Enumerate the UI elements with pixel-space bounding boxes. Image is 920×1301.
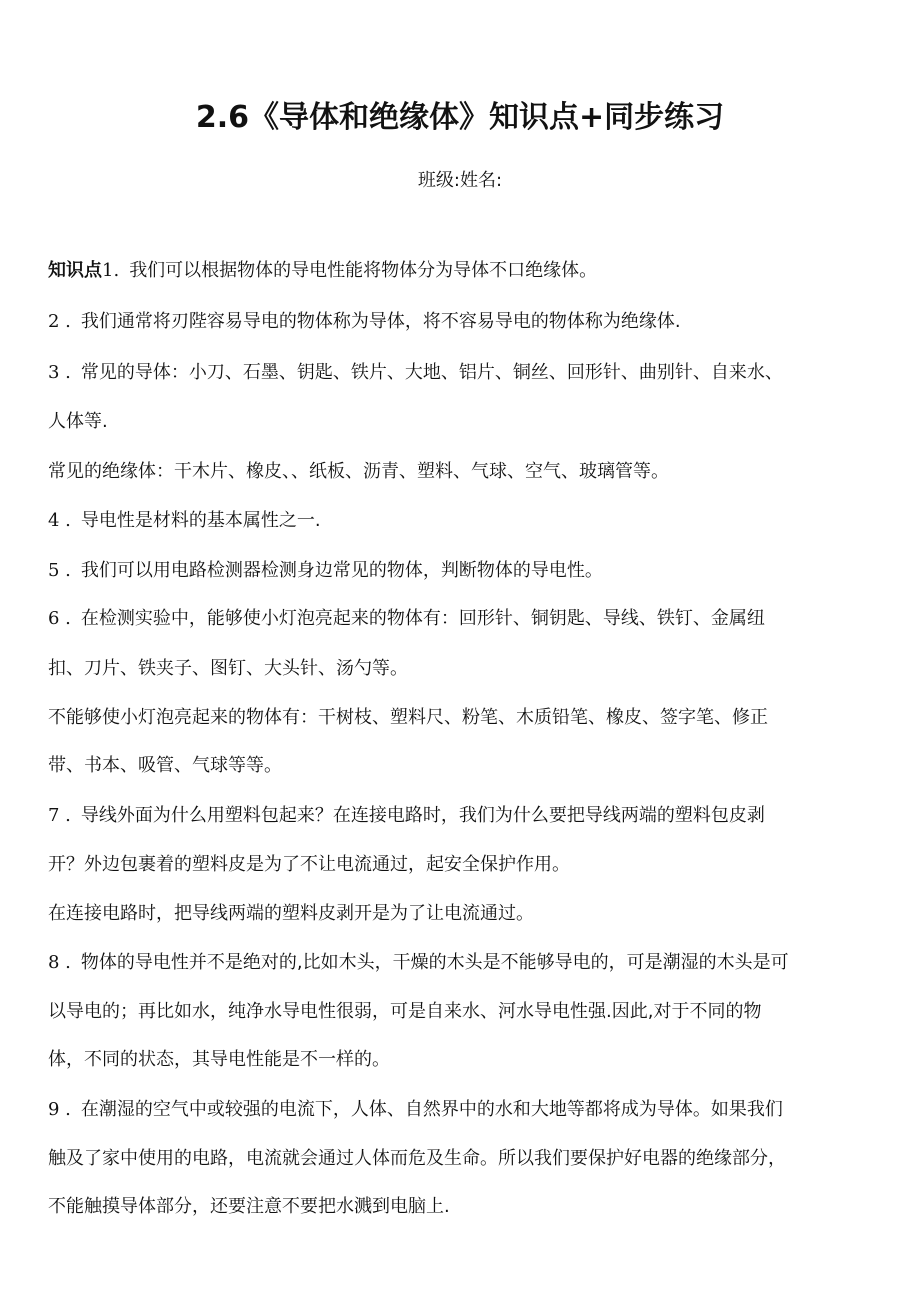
knowledge-line-16 (48, 999, 878, 1025)
item-text: 我们可以根据物体的导电性能将物体分为导体不口绝缘体。 (129, 260, 598, 281)
knowledge-line-19 (48, 1146, 878, 1172)
item-text: 不能触摸导体部分，还要注意不要把水溅到电脑上. (48, 1196, 450, 1217)
page-title: 2.6《导体和绝缘体》知识点+同步练习 (195, 100, 725, 135)
item-text: 不能够使小灯泡亮起来的物体有：干树枝、塑料尺、粉笔、木质铅笔、橡皮、签字笔、修正 (48, 707, 768, 728)
item-number: 2 . (48, 311, 71, 332)
knowledge-line-11 (48, 753, 878, 779)
knowledge-line-13 (48, 852, 878, 878)
item-text: 导线外面为什么用塑料包起来？在连接电路时，我们为什么要把导线两端的塑料包皮剥 (80, 805, 765, 826)
item-text: 在连接电路时，把导线两端的塑料皮剥开是为了让电流通过。 (48, 903, 534, 924)
item-text: 我们通常将刃陛容易导电的物体称为导体，将不容易导电的物体称为绝缘体. (80, 311, 681, 332)
item-number: 5 . (48, 560, 71, 581)
item-text: 以导电的；再比如水，纯净水导电性很弱，可是自来水、河水导电性强.因此,对于不同的物 (48, 1001, 762, 1022)
knowledge-line-7 (48, 558, 878, 584)
item-text: 我们可以用电路检测器检测身边常见的物体，判断物体的导电性。 (80, 560, 603, 581)
knowledge-line-1 (48, 258, 878, 284)
knowledge-line-6 (48, 508, 878, 534)
item-text: 在潮湿的空气中或较强的电流下，人体、自然界中的水和大地等都将成为导体。如果我们 (80, 1099, 783, 1120)
item-text: 物体的导电性并不是绝对的,比如木头，干燥的木头是不能够导电的，可是潮湿的木头是可 (80, 952, 789, 973)
item-text: 在检测实验中，能够使小灯泡亮起来的物体有：回形针、铜钥匙、导线、铁钉、金属纽 (80, 608, 765, 629)
item-number: 9 . (48, 1099, 71, 1120)
item-number: 8 . (48, 952, 71, 973)
item-number: 6 . (48, 608, 71, 629)
knowledge-line-8 (48, 606, 878, 632)
knowledge-heading: 知识点 (48, 260, 102, 281)
item-text: 常见的导体：小刀、石墨、钥匙、铁片、大地、铝片、铜丝、回形针、曲别针、自来水、 (80, 362, 783, 383)
knowledge-line-15 (48, 950, 878, 976)
item-text: 触及了家中使用的电路，电流就会通过人体而危及生命。所以我们要保护好电器的绝缘部分， (48, 1148, 786, 1169)
item-text: 开？外边包裹着的塑料皮是为了不让电流通过，起安全保护作用。 (48, 854, 570, 875)
knowledge-line-12 (48, 803, 878, 829)
knowledge-line-20 (48, 1194, 878, 1220)
item-number: 1. (102, 260, 120, 281)
knowledge-line-17 (48, 1047, 878, 1073)
knowledge-line-10 (48, 705, 878, 731)
item-number: 7 . (48, 805, 71, 826)
knowledge-line-3 (48, 360, 878, 386)
knowledge-line-18 (48, 1097, 878, 1123)
knowledge-line-4 (48, 409, 878, 435)
item-text: 体，不同的状态，其导电性能是不一样的。 (48, 1049, 390, 1070)
item-text: 常见的绝缘体：干木片、橡皮、、纸板、沥青、塑料、气球、空气、玻璃管等。 (48, 461, 669, 482)
class-name-line: 班级:姓名: (417, 170, 503, 191)
item-text: 导电性是材料的基本属性之一. (80, 510, 321, 531)
item-number: 3 . (48, 362, 71, 383)
knowledge-line-14 (48, 901, 878, 927)
item-text: 扣、刀片、铁夹子、图钉、大头针、汤勺等。 (48, 658, 408, 679)
item-number: 4 . (48, 510, 71, 531)
knowledge-line-5 (48, 459, 878, 485)
knowledge-line-9 (48, 656, 878, 682)
knowledge-line-2 (48, 309, 878, 335)
item-text: 人体等. (48, 411, 108, 432)
item-text: 带、书本、吸管、气球等等。 (48, 755, 282, 776)
